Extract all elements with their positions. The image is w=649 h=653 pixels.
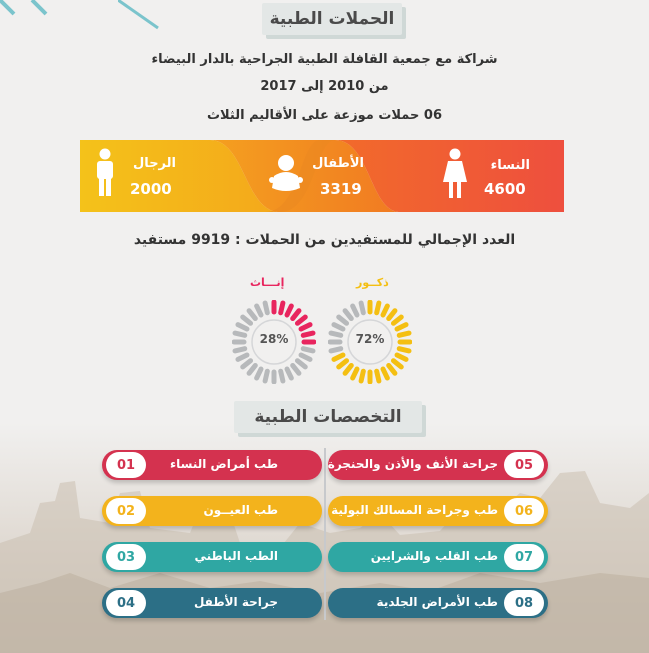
female-gauge-tick: [235, 349, 245, 351]
female-gauge-tick: [297, 361, 305, 367]
male-gauge-tick: [345, 311, 351, 319]
specialty-label: الطب الباطني: [194, 549, 278, 563]
specialty-label: جراحة الأطفل: [193, 595, 278, 609]
specialty-item: [102, 588, 322, 618]
female-gauge-tick: [249, 365, 255, 373]
male-gauge-tick: [334, 325, 343, 329]
male-gauge-tick: [361, 371, 363, 381]
specialty-number: 02: [106, 498, 146, 524]
women-value: 4600: [484, 180, 526, 198]
female-gauge-tick: [301, 325, 310, 329]
male-gauge-tick: [339, 361, 347, 367]
ribbon-shape: [80, 140, 564, 212]
specialty-number: 01: [106, 452, 146, 478]
female-gauge-tick: [257, 306, 261, 315]
female-gauge-tick: [238, 325, 247, 329]
corner-decoration-left: [0, 0, 90, 40]
specialty-item: [328, 542, 548, 572]
specialty-number: 07: [504, 544, 544, 570]
female-gauge-label: إنـــاث: [250, 276, 285, 289]
column-divider: [324, 448, 326, 620]
female-gauge-tick: [287, 369, 291, 378]
specialty-item: [328, 496, 548, 526]
female-gauge-tick: [243, 317, 251, 323]
specialty-label: طب أمراض النساء: [170, 457, 278, 471]
female-gauge-tick: [265, 371, 267, 381]
female-gauge-tick: [287, 306, 291, 315]
specialty-label: جراحة الأنف والأذن والحنجرة: [327, 457, 498, 471]
campaigns-text: 06 حملات موزعة على الأقاليم الثلاث: [206, 108, 443, 123]
specialty-item: [102, 542, 322, 572]
male-gauge-label: ذكــور: [356, 276, 389, 289]
specialty-item: [328, 588, 548, 618]
specialty-item: [102, 450, 322, 480]
specialty-label: طب العيــون: [203, 503, 278, 517]
female-gauge-tick: [281, 303, 283, 313]
specialty-number: 06: [504, 498, 544, 524]
male-gauge-tick: [383, 306, 387, 315]
female-gauge-tick: [238, 355, 247, 359]
female-gauge-tick: [281, 371, 283, 381]
child-icon: [268, 154, 304, 194]
female-gauge: [232, 300, 316, 384]
male-gauge-tick: [353, 306, 357, 315]
female-gauge-tick: [293, 365, 299, 373]
male-gauge-tick: [334, 355, 343, 359]
female-percent: 28%: [259, 332, 289, 346]
children-value: 3319: [320, 180, 362, 198]
female-gauge-tick: [265, 303, 267, 313]
male-gauge: [328, 300, 412, 384]
specialty-label: طب القلب والشرايين: [370, 549, 498, 563]
female-gauge-tick: [293, 311, 299, 319]
male-gauge-tick: [399, 349, 409, 351]
male-gauge-tick: [397, 355, 406, 359]
female-gauge-tick: [297, 317, 305, 323]
female-person-icon: [442, 148, 468, 200]
beneficiaries-ribbon: [80, 140, 564, 212]
male-gauge-tick: [389, 365, 395, 373]
male-gauge-tick: [389, 311, 395, 319]
men-label: الرجال: [133, 156, 176, 171]
specialty-item: [328, 450, 548, 480]
male-gauge-tick: [331, 349, 341, 351]
men-value: 2000: [130, 180, 172, 198]
male-gauge-tick: [377, 303, 379, 313]
specialties-title: التخصصات الطبية: [234, 401, 422, 433]
male-gauge-tick: [361, 303, 363, 313]
women-label: النساء: [490, 158, 530, 173]
specialty-number: 05: [504, 452, 544, 478]
specialty-item: [102, 496, 322, 526]
female-gauge-tick: [303, 349, 313, 351]
specialty-number: 04: [106, 590, 146, 616]
male-gauge-tick: [397, 325, 406, 329]
male-person-icon: [94, 148, 116, 198]
male-gauge-tick: [393, 361, 401, 367]
female-gauge-tick: [249, 311, 255, 319]
specialty-label: طب الأمراض الجلدية: [376, 595, 498, 609]
male-gauge-tick: [393, 317, 401, 323]
male-gauge-tick: [353, 369, 357, 378]
period-text: من 2010 إلى 2017: [260, 79, 389, 94]
page-title: الحملات الطبية: [262, 3, 402, 35]
male-gauge-tick: [383, 369, 387, 378]
female-gauge-tick: [257, 369, 261, 378]
specialty-label: طب وجراحة المسالك البولية: [331, 503, 498, 517]
specialty-number: 08: [504, 590, 544, 616]
partnership-text: شراكة مع جمعية القافلة الطبية الجراحية بالدار البيضاء: [151, 52, 498, 67]
male-gauge-tick: [377, 371, 379, 381]
total-beneficiaries: العدد الإجمالي للمستفيدين من الحملات : 9919 مستفيد: [133, 232, 516, 248]
female-gauge-tick: [243, 361, 251, 367]
male-gauge-tick: [339, 317, 347, 323]
children-label: الأطفال: [312, 156, 364, 171]
female-gauge-tick: [301, 355, 310, 359]
male-percent: 72%: [355, 332, 385, 346]
specialty-number: 03: [106, 544, 146, 570]
corner-decoration-right: [118, 0, 218, 40]
male-gauge-tick: [345, 365, 351, 373]
